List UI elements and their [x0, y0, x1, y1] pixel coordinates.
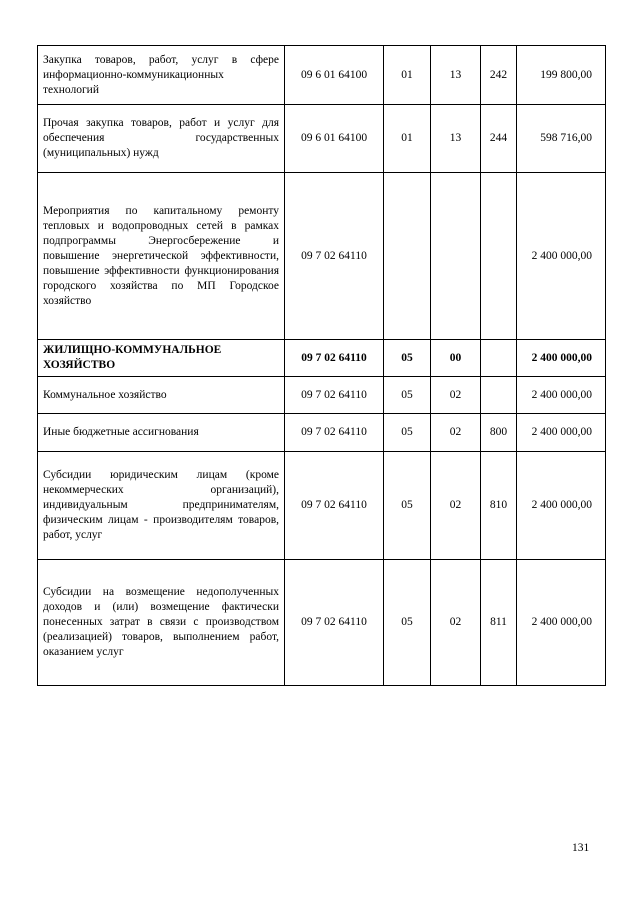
row-subsection: 02: [431, 414, 481, 452]
row-section: 05: [384, 414, 431, 452]
row-section: [384, 173, 431, 340]
row-name: Субсидии юридическим лицам (кроме некоммерческих организаций), индивидуальным предпринимателям, физическим лицам - производителям товаров, работ, услуг: [38, 452, 285, 560]
row-subsection: 00: [431, 340, 481, 377]
row-type: 811: [481, 560, 517, 686]
row-type: 244: [481, 105, 517, 173]
row-name: Мероприятия по капитальному ремонту тепловых и водопроводных сетей в рамках подпрограммы Энергосбережение и повышение энергетической эффективности, повышение эффективности функционирования городского хозяйства по МП Городское хозяйство: [38, 173, 285, 340]
row-amount: 199 800,00: [517, 46, 606, 105]
row-type: [481, 340, 517, 377]
budget-table: [37, 45, 606, 686]
row-name: Иные бюджетные ассигнования: [38, 414, 285, 452]
row-amount: 2 400 000,00: [517, 414, 606, 452]
row-subsection: 02: [431, 452, 481, 560]
row-section: 01: [384, 105, 431, 173]
table-row: [38, 414, 606, 452]
row-code: 09 7 02 64110: [285, 414, 384, 452]
row-code: 09 7 02 64110: [285, 452, 384, 560]
table-row: [38, 377, 606, 414]
row-amount: 2 400 000,00: [517, 560, 606, 686]
row-subsection: [431, 173, 481, 340]
row-type: 242: [481, 46, 517, 105]
table-row: [38, 452, 606, 560]
row-name: ЖИЛИЩНО-КОММУНАЛЬНОЕ ХОЗЯЙСТВО: [38, 340, 285, 377]
row-code: 09 6 01 64100: [285, 105, 384, 173]
row-name: Коммунальное хозяйство: [38, 377, 285, 414]
row-section: 05: [384, 377, 431, 414]
table-row: [38, 340, 606, 377]
row-type: [481, 173, 517, 340]
row-subsection: 13: [431, 105, 481, 173]
row-code: 09 7 02 64110: [285, 377, 384, 414]
row-subsection: 02: [431, 377, 481, 414]
row-code: 09 7 02 64110: [285, 340, 384, 377]
row-name: Прочая закупка товаров, работ и услуг для обеспечения государственных (муниципальных) нужд: [38, 105, 285, 173]
row-amount: 2 400 000,00: [517, 377, 606, 414]
row-amount: 2 400 000,00: [517, 340, 606, 377]
table-row: [38, 173, 606, 340]
row-subsection: 13: [431, 46, 481, 105]
row-section: 05: [384, 452, 431, 560]
table-row: [38, 560, 606, 686]
row-code: 09 7 02 64110: [285, 560, 384, 686]
row-amount: 2 400 000,00: [517, 173, 606, 340]
row-code: 09 7 02 64110: [285, 173, 384, 340]
row-section: 01: [384, 46, 431, 105]
table-row: [38, 46, 606, 105]
row-subsection: 02: [431, 560, 481, 686]
row-section: 05: [384, 560, 431, 686]
row-amount: 2 400 000,00: [517, 452, 606, 560]
row-type: 800: [481, 414, 517, 452]
row-type: 810: [481, 452, 517, 560]
row-amount: 598 716,00: [517, 105, 606, 173]
row-section: 05: [384, 340, 431, 377]
page-number: 131: [572, 842, 590, 854]
table-row: [38, 105, 606, 173]
row-name: Субсидии на возмещение недополученных доходов и (или) возмещение фактически понесенных затрат в связи с производством (реализацией) товаров, выполнением работ, оказанием услуг: [38, 560, 285, 686]
row-code: 09 6 01 64100: [285, 46, 384, 105]
row-type: [481, 377, 517, 414]
row-name: Закупка товаров, работ, услуг в сфере информационно-коммуникационных технологий: [38, 46, 285, 105]
